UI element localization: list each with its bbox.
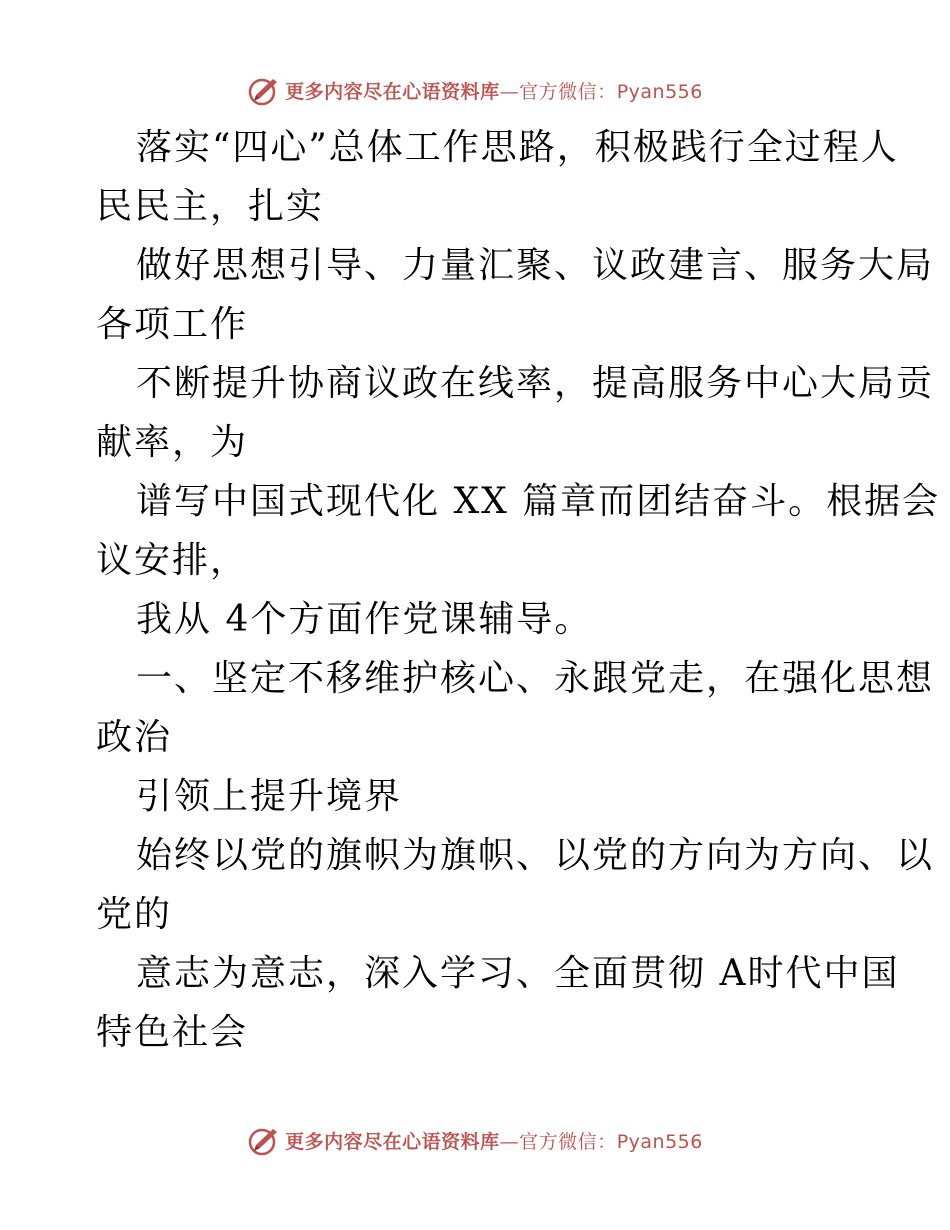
header-watermark xyxy=(0,70,950,110)
body-line: 做好思想引导、力量汇聚、议政建言、服务大局 xyxy=(136,245,935,286)
body-line: 各项工作 xyxy=(96,304,249,345)
body-line: 政治 xyxy=(96,717,173,758)
watermark-official-label: 官方微信： xyxy=(519,80,617,103)
body-line: 不断提升协商议政在线率，提高服务中心大局贡 xyxy=(136,363,935,404)
body-line: 意志为意志，深入学习、全面贯彻 A时代中国 xyxy=(136,953,900,994)
watermark-text xyxy=(285,77,703,104)
body-line: 谱写中国式现代化 XX 篇章而团结奋斗。根据会 xyxy=(136,481,941,522)
body-line: 议安排， xyxy=(96,540,249,581)
pen-logo-icon xyxy=(247,1123,281,1157)
body-line: 民民主，扎实 xyxy=(96,186,325,227)
pen-logo-icon xyxy=(247,73,281,107)
body-line: 特色社会 xyxy=(96,1012,249,1053)
footer-watermark xyxy=(0,1120,950,1160)
body-line: 落实“四心”总体工作思路，积极践行全过程人 xyxy=(136,127,899,168)
body-line: 引领上提升境界 xyxy=(136,776,403,817)
body-line: 献率，为 xyxy=(96,422,249,463)
watermark-text xyxy=(285,1127,703,1154)
watermark-official-label: 官方微信： xyxy=(519,1130,617,1153)
watermark-wechat-id: Pyan556 xyxy=(616,80,703,103)
body-line: 我从 4个方面作党课辅导。 xyxy=(136,599,593,640)
document-body xyxy=(96,118,941,1062)
body-line: 党的 xyxy=(96,894,173,935)
watermark-brand: 更多内容尽在心语资料库 xyxy=(285,1130,500,1153)
watermark-dash: — xyxy=(499,1130,520,1153)
watermark-brand: 更多内容尽在心语资料库 xyxy=(285,80,500,103)
body-line: 始终以党的旗帜为旗帜、以党的方向为方向、以 xyxy=(136,835,935,876)
watermark-wechat-id: Pyan556 xyxy=(616,1130,703,1153)
watermark-dash: — xyxy=(499,80,520,103)
body-line: 一、坚定不移维护核心、永跟党走，在强化思想 xyxy=(136,658,935,699)
